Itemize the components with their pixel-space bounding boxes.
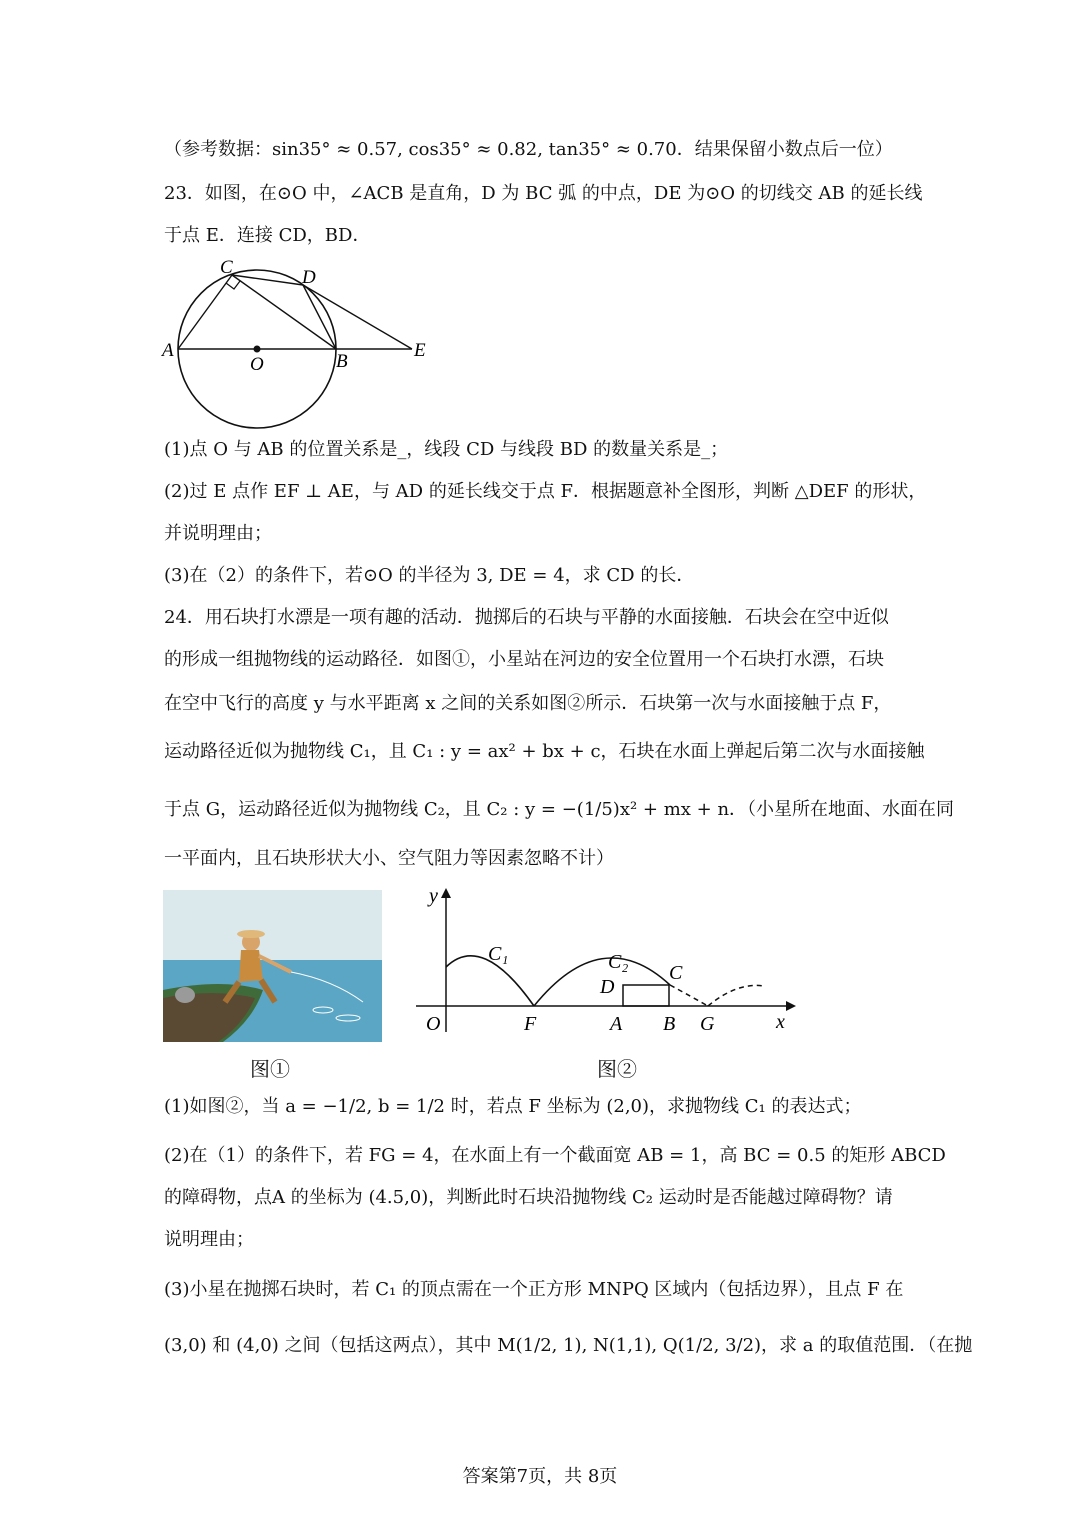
page-footer: 答案第7页，共 8页 xyxy=(462,1466,618,1487)
x-axis-arrow xyxy=(786,1001,796,1011)
q24-stem-line5: 于点 G，运动路径近似为抛物线 C₂，且 C₂ : y = −(1/5)x² + mx + n．（小星所在地面、水面在同 xyxy=(164,799,955,820)
curve-next-dashed xyxy=(708,985,764,1006)
label-g: G xyxy=(700,1013,715,1035)
label-d: D xyxy=(302,267,316,288)
label-c1: C₁ xyxy=(488,943,509,965)
label-c: C xyxy=(220,257,233,278)
fig1-caption: 图① xyxy=(250,1057,290,1081)
q24-part1: (1)如图②，当 a = −1/2, b = 1/2 时，若点 F 坐标为 (2,0)，求抛物线 C₁ 的表达式； xyxy=(164,1096,862,1117)
q23-stem-line1: 23．如图，在⊙O 中，∠ACB 是直角，D 为 BC 弧 的中点，DE 为⊙O 的切线交 AB 的延长线 xyxy=(164,183,923,204)
fig2-caption: 图② xyxy=(597,1057,637,1081)
q23-part2-line2: 并说明理由； xyxy=(164,523,272,544)
chord-cd xyxy=(232,275,303,285)
chord-cb xyxy=(232,275,336,349)
q24-part3-line1: (3)小星在抛掷石块时，若 C₁ 的顶点需在一个正方形 MNPQ 区域内（包括边界），且点 F 在 xyxy=(164,1279,904,1300)
label-o: O xyxy=(250,354,264,375)
q24-stem-line1: 24．用石块打水漂是一项有趣的活动．抛掷后的石块与平静的水面接触．石块会在空中近似 xyxy=(164,607,889,628)
chord-ac xyxy=(178,275,232,349)
q24-stem-line4: 运动路径近似为抛物线 C₁，且 C₁ : y = ax² + bx + c，石块在水面上弹起后第二次与水面接触 xyxy=(164,741,925,762)
y-axis-arrow xyxy=(441,888,451,898)
label-f: F xyxy=(524,1013,537,1035)
q24-stem-line2: 的形成一组抛物线的运动路径．如图①，小星站在河边的安全位置用一个石块打水漂，石块 xyxy=(164,649,884,670)
label-e: E xyxy=(414,340,426,361)
label-y: y xyxy=(429,885,438,907)
q23-part3: (3)在（2）的条件下，若⊙O 的半径为 3, DE = 4，求 CD 的长． xyxy=(164,565,695,586)
label-origin: O xyxy=(426,1013,441,1035)
q24-part2-line2: 的障碍物，点A 的坐标为 (4.5,0)，判断此时石块沿抛物线 C₂ 运动时是否能越过障碍物？请 xyxy=(164,1187,893,1208)
label-c2: C₂ xyxy=(608,951,629,973)
q23-part2-line1: (2)过 E 点作 EF ⊥ AE，与 AD 的延长线交于点 F．根据题意补全图形，判断 △DEF 的形状， xyxy=(164,481,927,502)
reference-data: （参考数据：sin35° ≈ 0.57, cos35° ≈ 0.82, tan35° ≈ 0.70．结果保留小数点后一位） xyxy=(164,139,893,160)
label-c: C xyxy=(669,962,683,984)
label-a: A xyxy=(162,340,174,361)
label-a: A xyxy=(610,1013,623,1035)
q24-part2-line1: (2)在（1）的条件下，若 FG = 4，在水面上有一个截面宽 AB = 1，高 BC = 0.5 的矩形 ABCD xyxy=(164,1145,946,1166)
right-angle-mark xyxy=(226,281,240,289)
q24-part2-line3: 说明理由； xyxy=(164,1229,254,1250)
label-b: B xyxy=(336,351,348,372)
parabola-graph xyxy=(412,882,802,1042)
q23-stem-line2: 于点 E．连接 CD，BD． xyxy=(164,225,371,246)
stone-skipping-illustration xyxy=(163,890,382,1042)
obstacle-abcd xyxy=(623,985,669,1006)
curve-c2-dashed xyxy=(670,985,708,1006)
center-point-o xyxy=(254,346,261,353)
label-b: B xyxy=(663,1013,676,1035)
q23-part1: (1)点 O 与 AB 的位置关系是_，线段 CD 与线段 BD 的数量关系是_； xyxy=(164,439,729,460)
q24-stem-line3: 在空中飞行的高度 y 与水平距离 x 之间的关系如图②所示．石块第一次与水面接触于点 F， xyxy=(164,693,892,714)
label-x: x xyxy=(776,1011,785,1033)
q23-circle-figure xyxy=(160,255,440,430)
q24-stem-line6: 一平面内，且石块形状大小、空气阻力等因素忽略不计） xyxy=(164,848,614,869)
q24-part3-line2: (3,0) 和 (4,0) 之间（包括这两点），其中 M(1/2, 1), N(1,1), Q(1/2, 3/2)，求 a 的取值范围．（在抛 xyxy=(164,1335,973,1356)
label-d: D xyxy=(600,976,615,998)
